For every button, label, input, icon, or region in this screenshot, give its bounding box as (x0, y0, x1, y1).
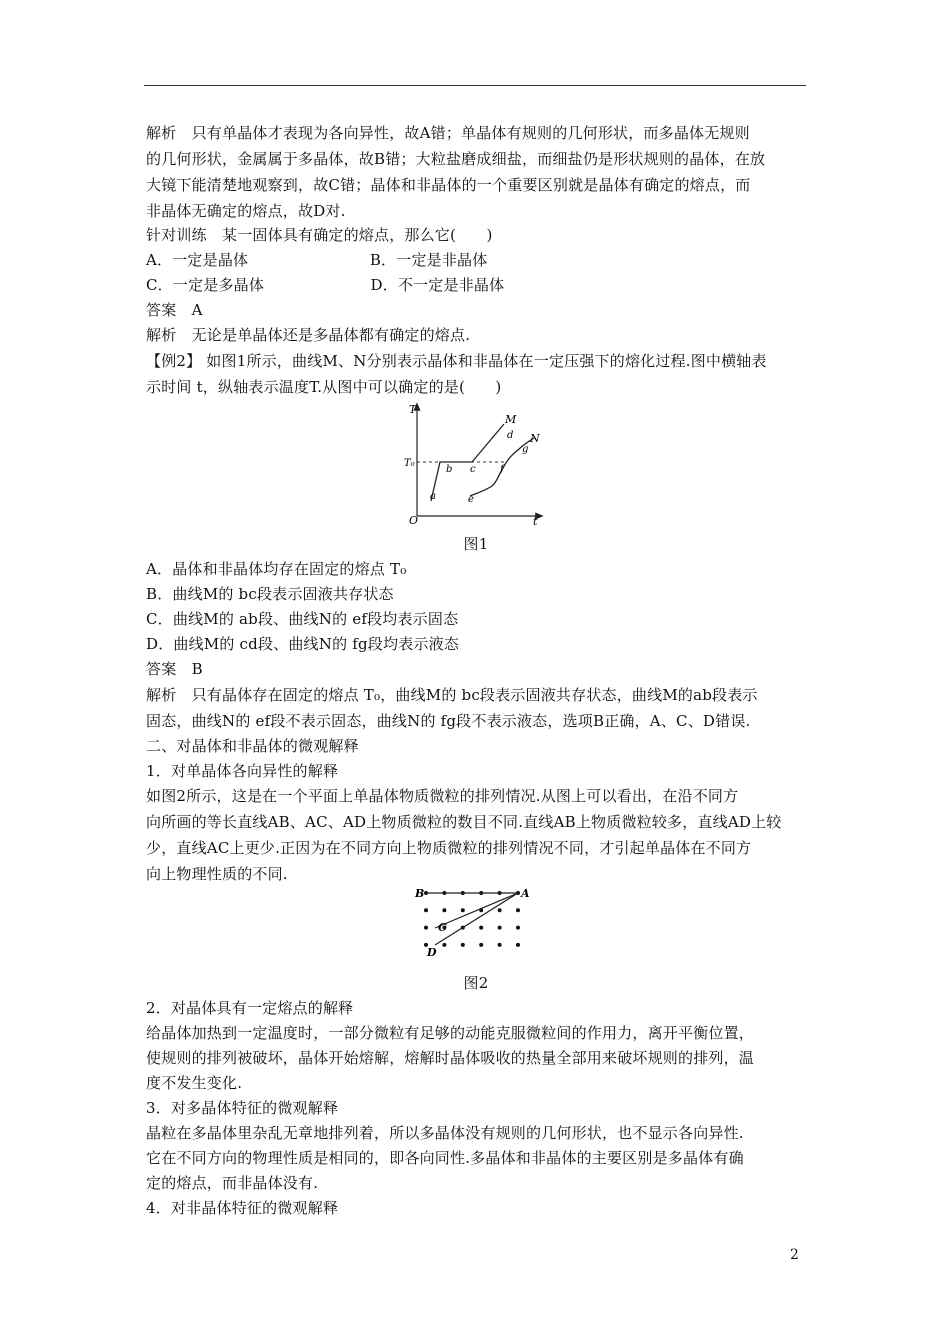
label-T0: T₀ (404, 458, 415, 469)
text-line: 非晶体无确定的熔点，故D对. (146, 202, 346, 220)
option-d: D．曲线M的 cd段、曲线N的 fg段均表示液态 (146, 635, 460, 653)
subsection-heading: 4．对非晶体特征的微观解释 (146, 1199, 339, 1217)
option-c: C．曲线M的 ab段、曲线N的 ef段均表示固态 (146, 610, 459, 628)
text-line: C．一定是多晶体 D．不一定是非晶体 (146, 276, 505, 294)
lattice-dot (442, 943, 446, 947)
lattice-dot (498, 943, 502, 947)
text-line: 给晶体加热到一定温度时，一部分微粒有足够的动能克服微粒间的作用力，离开平衡位置， (146, 1024, 755, 1042)
label-M: M (505, 413, 517, 426)
label-D: D (427, 946, 437, 959)
lattice-dot (516, 908, 520, 912)
text-line: 晶粒在多晶体里杂乱无章地排列着，所以多晶体没有规则的几何形状，也不显示各向异性. (146, 1124, 744, 1142)
text-line: 向所画的等长直线AB、AC、AD上物质微粒的数目不同.直线AB上物质微粒较多，直线AD上较 (146, 813, 782, 831)
label-b: b (446, 464, 453, 475)
label-B: B (415, 887, 425, 900)
label-A: A (521, 887, 530, 900)
figure-1-caption: 图1 (463, 535, 489, 553)
label-c: c (470, 464, 476, 475)
figure-1-graph (400, 400, 550, 530)
lattice-dot (461, 943, 465, 947)
text-line: 度不发生变化. (146, 1074, 243, 1092)
text-line: 解析 只有单晶体才表现为各向异性，故A错；单晶体有规则的几何形状，而多晶体无规则 (146, 124, 750, 142)
lattice-dot (442, 908, 446, 912)
lattice-dot (516, 943, 520, 947)
text-line: 大镜下能清楚地观察到，故C错；晶体和非晶体的一个重要区别就是晶体有确定的熔点，而 (146, 176, 751, 194)
lattice-dot (498, 908, 502, 912)
text-line: 少，直线AC上更少.正因为在不同方向上物质微粒的排列情况不同，才引起单晶体在不同方 (146, 839, 752, 857)
option-a: A．晶体和非晶体均存在固定的熔点 T₀ (146, 560, 407, 578)
text-line: 针对训练 某一固体具有确定的熔点，那么它( ) (146, 226, 493, 244)
curve-m (431, 424, 504, 501)
figure-2-caption: 图2 (463, 974, 489, 992)
subsection-heading: 2．对晶体具有一定熔点的解释 (146, 999, 354, 1017)
line-ac (435, 893, 518, 928)
label-O: O (409, 514, 419, 527)
line-ad (435, 893, 518, 945)
figure-2-lattice (410, 885, 540, 965)
label-g: g (522, 444, 529, 455)
text-line: 向上物理性质的不同. (146, 865, 288, 883)
lattice-dot (516, 926, 520, 930)
answer-line: 答案 A (146, 301, 203, 319)
text-line: A．一定是晶体 B．一定是非晶体 (146, 251, 488, 269)
lattice-dot (424, 908, 428, 912)
text-line: 固态，曲线N的 ef段不表示固态，曲线N的 fg段不表示液态，选项B正确，A、C、D错误. (146, 712, 751, 730)
label-t: t (533, 515, 538, 528)
text-line: 使规则的排列被破坏，晶体开始熔解，熔解时晶体吸收的热量全部用来破坏规则的排列，温 (146, 1049, 755, 1067)
subsection-heading: 3．对多晶体特征的微观解释 (146, 1099, 339, 1117)
text-line: 示时间 t，纵轴表示温度T.从图中可以确定的是( ) (146, 378, 502, 396)
label-T: T (409, 403, 417, 416)
example-heading: 【例2】 如图1所示，曲线M、N分别表示晶体和非晶体在一定压强下的熔化过程.图中横轴表 (146, 352, 767, 370)
label-f: f (500, 464, 504, 475)
lattice-dot (461, 908, 465, 912)
label-e: e (468, 494, 474, 505)
lattice-dot (424, 926, 428, 930)
page-number: 2 (790, 1247, 799, 1263)
label-d: d (507, 430, 514, 441)
label-N: N (530, 432, 540, 445)
header-rule (144, 85, 806, 86)
text-line: 它在不同方向的物理性质是相同的，即各向同性.多晶体和非晶体的主要区别是多晶体有确 (146, 1149, 744, 1167)
option-b: B．曲线M的 bc段表示固液共存状态 (146, 585, 394, 603)
lattice-dot (479, 943, 483, 947)
label-a: a (430, 491, 436, 502)
subsection-heading: 1．对单晶体各向异性的解释 (146, 762, 339, 780)
text-line: 如图2所示，这是在一个平面上单晶体物质微粒的排列情况.从图上可以看出，在沿不同方 (146, 787, 739, 805)
section-heading: 二、对晶体和非晶体的微观解释 (146, 737, 359, 755)
answer-line: 答案 B (146, 660, 203, 678)
text-line: 解析 只有晶体存在固定的熔点 T₀，曲线M的 bc段表示固液共存状态，曲线M的ab段表示 (146, 686, 758, 704)
lattice-dot (479, 926, 483, 930)
lattice-dot (498, 926, 502, 930)
text-line: 解析 无论是单晶体还是多晶体都有确定的熔点. (146, 326, 471, 344)
text-line: 定的熔点，而非晶体没有. (146, 1174, 319, 1192)
label-C: C (438, 921, 447, 934)
text-line: 的几何形状，金属属于多晶体，故B错；大粒盐磨成细盐，而细盐仍是形状规则的晶体，在放 (146, 150, 766, 168)
